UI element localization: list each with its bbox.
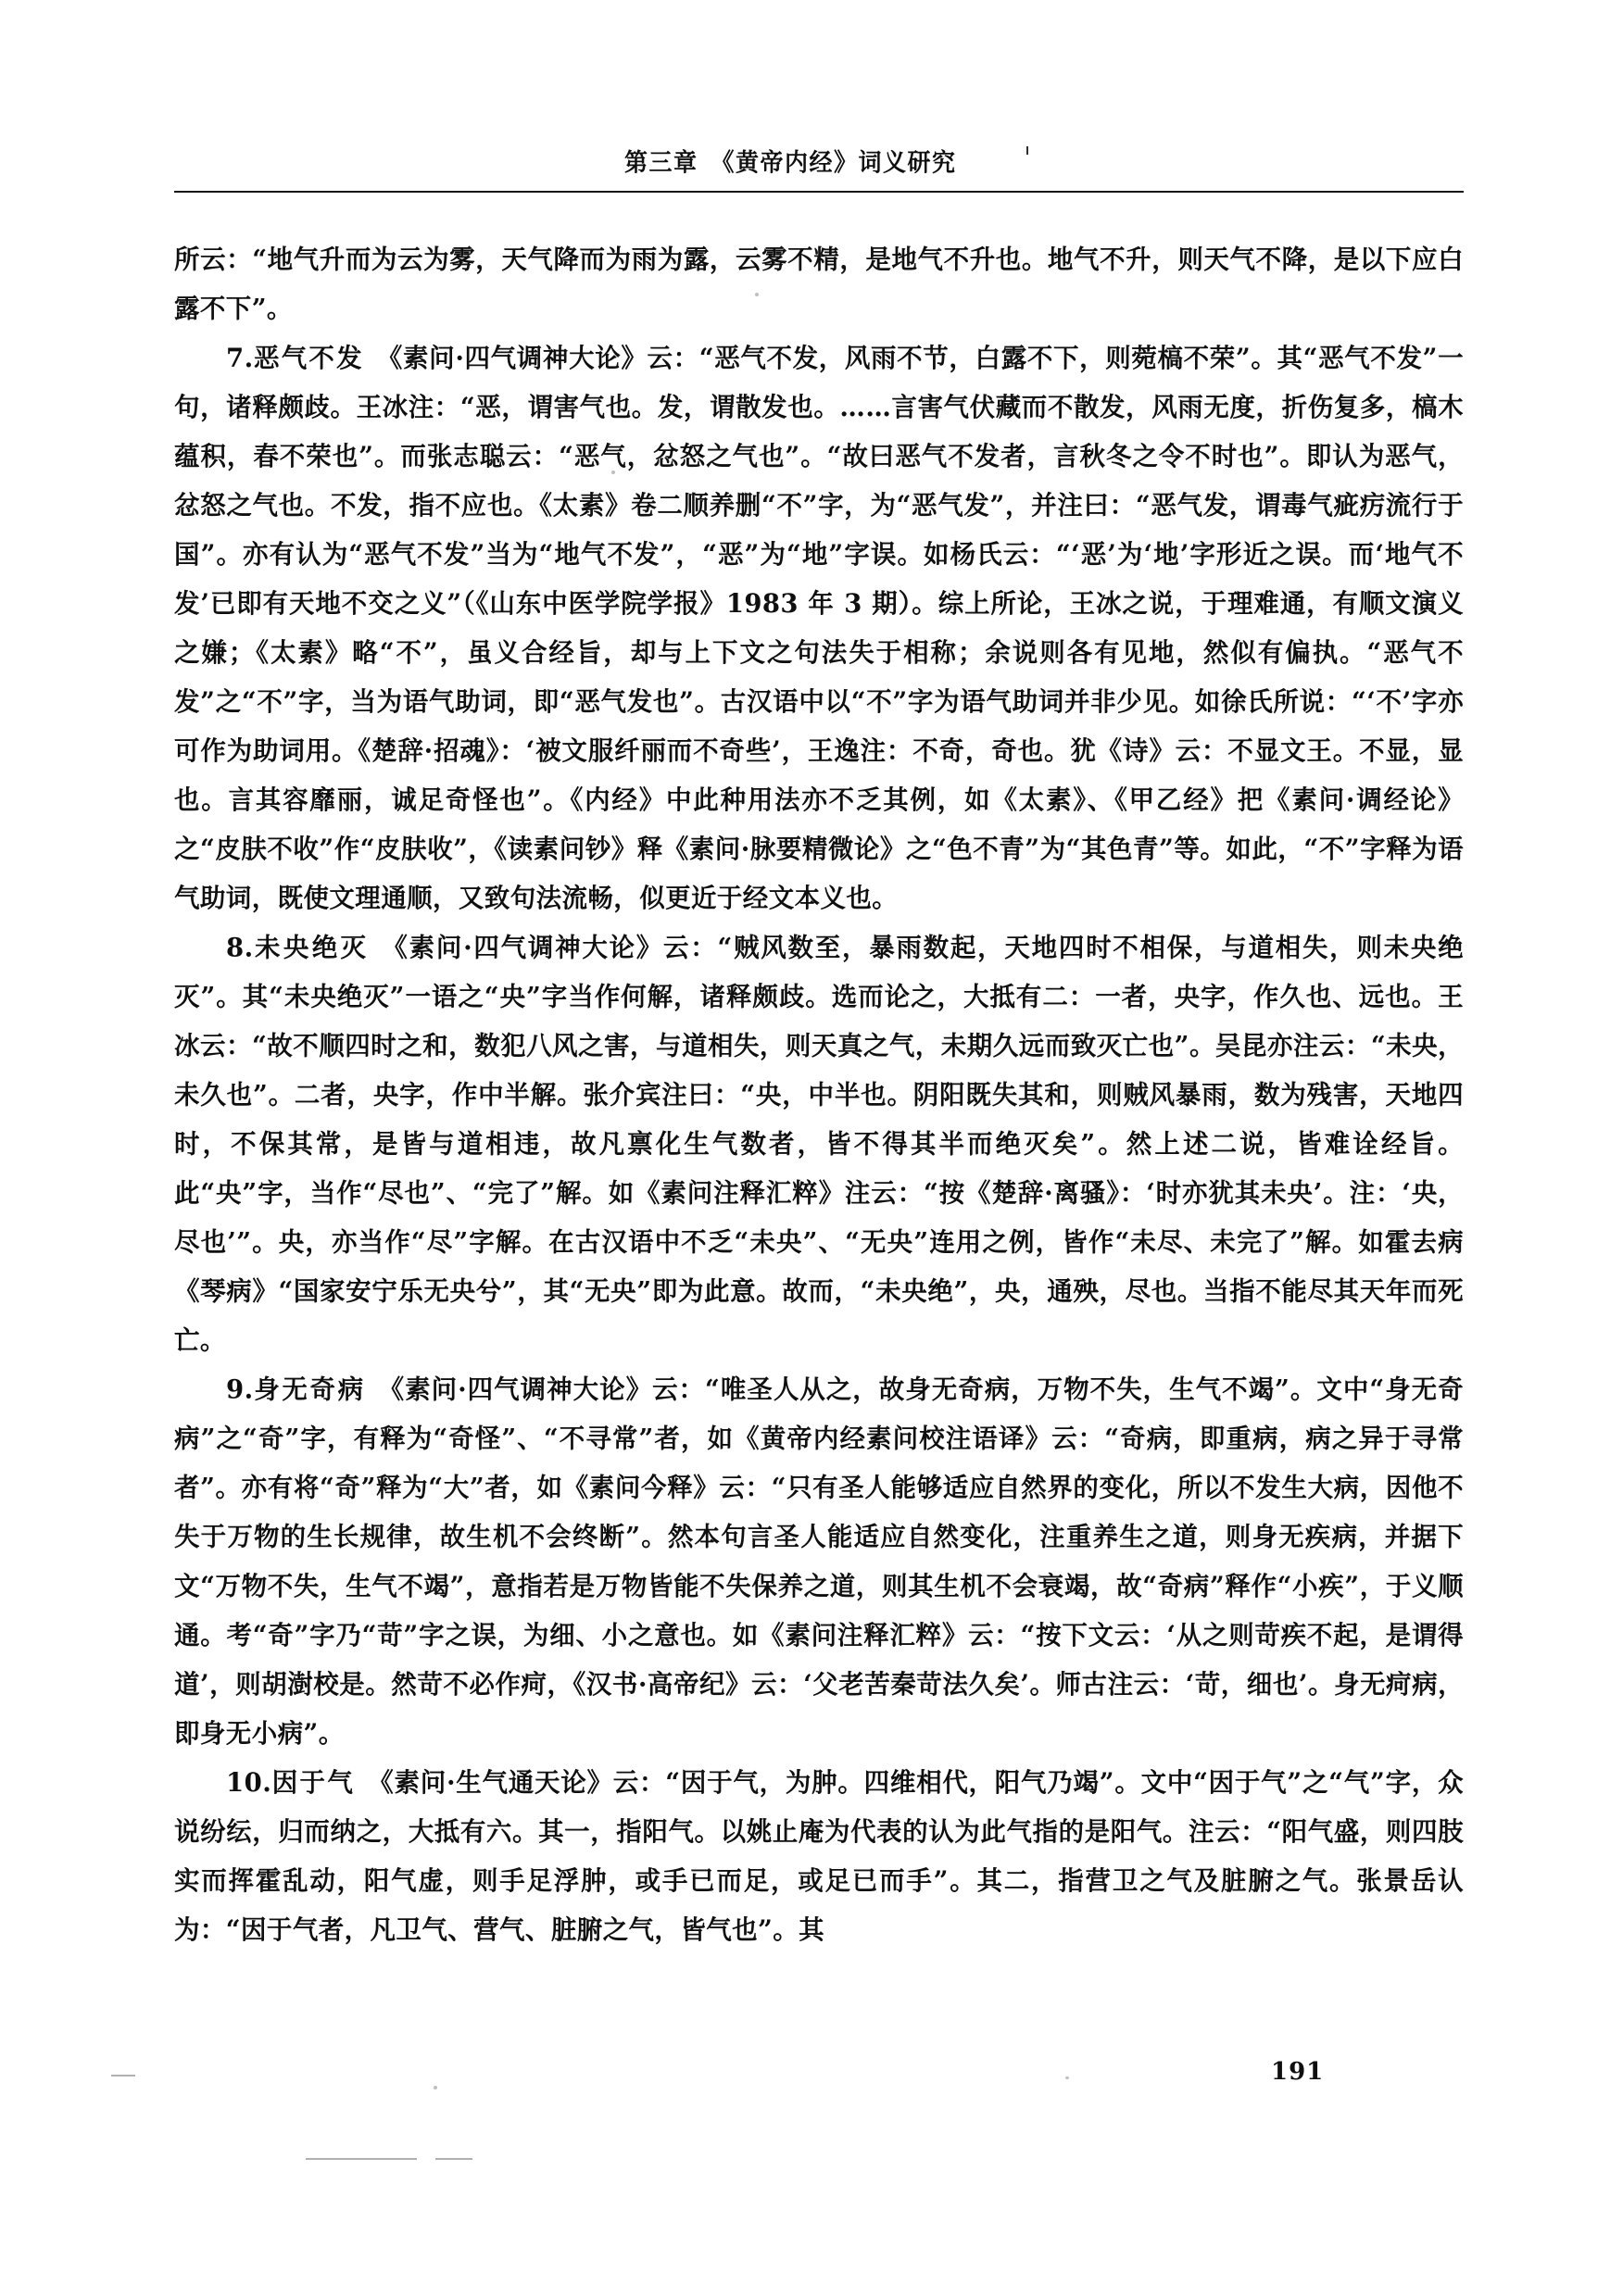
entry-keyword: 恶气不发 — [253, 343, 364, 373]
scan-artifact-speck — [398, 1193, 402, 1197]
entry-8 — [174, 923, 1464, 1365]
scan-artifact-edge-mark — [111, 2075, 135, 2076]
paragraph-continuation — [174, 235, 1464, 333]
scan-artifact-speck — [755, 293, 759, 296]
entry-body: 《素问·四气调神大论》云：“贼风数至，暴雨数起，天地四时不相保，与道相失，则未央绝灭”。其“未央绝灭”一语之“央”字当作何解，诸释颇歧。选而论之，大抵有二：一者，央字，作久也、远也。王冰云：“故不顺四时之和，数犯八风之害，与道相失，则天真之气，未期久远而致灭亡也”。吴昆亦注云：“未央，未久也”。二者，央字，作中半解。张介宾注曰：“央，中半也。阴阳既失其和，则贼风暴雨，数为残害，天地四时，不保其常，是皆与道相违，故凡禀化生气数者，皆不得其半而绝灭矣”。然上述二说，皆难诠经旨。此“央”字，当作“尽也”、“完了”解。如《素问注释汇粹》注云：“按《楚辞·离骚》：‘时亦犹其未央’。注：‘央，尽也’”。央，亦当作“尽”字解。在古汉语中不乏“未央”、“无央”连用之例，皆作“未尽、未完了”解。如霍去病《琴病》“国家安宁乐无央兮”，其“无央”即为此意。故而，“未央绝”，央，通殃，尽也。当指不能尽其天年而死亡。 — [174, 932, 1464, 1356]
entry-keyword: 未央绝灭 — [253, 932, 370, 963]
body-text — [174, 235, 1464, 1954]
entry-number: 7. — [226, 343, 254, 373]
running-head-tick-mark — [1026, 146, 1028, 155]
entry-number: 8. — [226, 932, 254, 963]
running-head — [174, 139, 1464, 193]
entry-9 — [174, 1365, 1464, 1758]
running-head-title: 第三章 《黄帝内经》词义研究 — [624, 148, 957, 177]
entry-number: 9. — [226, 1374, 254, 1405]
header-rule — [174, 191, 1464, 193]
page-content-area — [174, 139, 1464, 1946]
page-number: 191 — [1271, 2058, 1325, 2086]
scan-artifact-speck — [1065, 2076, 1069, 2079]
scan-artifact-dash-2 — [435, 2158, 472, 2160]
entry-7 — [174, 333, 1464, 922]
entry-keyword: 因于气 — [271, 1767, 356, 1799]
entry-body: 《素问·四气调神大论》云：“唯圣人从之，故身无奇病，万物不失，生气不竭”。文中“身无奇病”之“奇”字，有释为“奇怪”、“不寻常”者，如《黄帝内经素问校注语译》云：“奇病，即重病，病之异于寻常者”。亦有将“奇”释为“大”者，如《素问今释》云：“只有圣人能够适应自然界的变化，所以不发生大病，因他不失于万物的生长规律，故生机不会终断”。然本句言圣人能适应自然变化，注重养生之道，则身无疾病，并据下文“万物不失，生气不竭”，意指若是万物皆能不失保养之道，则其生机不会衰竭，故“奇病”释作“小疾”，于义顺通。考“奇”字乃“苛”字之误，为细、小之意也。如《素问注释汇粹》云：“按下文云：‘从之则苛疾不起，是谓得道’，则胡澍校是。然苛不必作疴，《汉书·高帝纪》云：‘父老苦秦苛法久矣’。师古注云：‘苛，细也’。身无疴病，即身无小病”。 — [174, 1374, 1464, 1750]
scan-artifact-speck — [434, 2086, 437, 2089]
scan-artifact-speck — [1038, 1575, 1041, 1578]
paragraph-text: 所云：“地气升而为云为雾，天气降而为雨为露，云雾不精，是地气不升也。地气不升，则天气不降，是以下应白露不下”。 — [174, 245, 1464, 324]
entry-body: 《素问·生气通天论》云：“因于气，为肿。四维相代，阳气乃竭”。文中“因于气”之“气”字，众说纷纭，归而纳之，大抵有六。其一，指阳气。以姚止庵为代表的认为此气指的是阳气。注云：“阳气盛，则四肢实而挥霍乱动，阳气虚，则手足浮肿，或手已而足，或足已而手”。其二，指营卫之气及脏腑之气。张景岳认为：“因于气者，凡卫气、营气、脏腑之气，皆气也”。其 — [174, 1767, 1464, 1946]
entry-keyword: 身无奇病 — [253, 1374, 366, 1405]
scan-artifact-speck — [611, 470, 615, 474]
entry-number: 10. — [226, 1767, 272, 1799]
entry-10 — [174, 1758, 1464, 1954]
entry-body: 《素问·四气调神大论》云：“恶气不发，风雨不节，白露不下，则菀槁不荣”。其“恶气不发”一句，诸释颇歧。王冰注：“恶，谓害气也。发，谓散发也。……言害气伏藏而不散发，风雨无度，折伤复多，槁木蕴积，春不荣也”。而张志聪云：“恶气，忿怒之气也”。“故曰恶气不发者，言秋冬之令不时也”。即认为恶气，忿怒之气也。不发，指不应也。《太素》卷二顺养删“不”字，为“恶气发”，并注曰：“恶气发，谓毒气疵疠流行于国”。亦有认为“恶气不发”当为“地气不发”，“恶”为“地”字误。如杨氏云：“‘恶’为‘地’字形近之误。而‘地气不发’已即有天地不交之义”（《山东中医学院学报》1983 年 3 期）。综上所论，王冰之说，于理难通，有顺文演义之嫌；《太素》略“不”，虽义合经旨，却与上下文之句法失于相称；余说则各有见地，然似有偏执。“恶气不发”之“不”字，当为语气助词，即“恶气发也”。古汉语中以“不”字为语气助词并非少见。如徐氏所说：“‘不’字亦可作为助词用。《楚辞·招魂》：‘被文服纤丽而不奇些’，王逸注：不奇，奇也。犹《诗》云：不显文王。不显，显也。言其容靡丽，诚足奇怪也”。《内经》中此种用法亦不乏其例，如《太素》、《甲乙经》把《素问·调经论》之“皮肤不收”作“皮肤收”，《读素问钞》释《素问·脉要精微论》之“色不青”为“其色青”等。如此，“不”字释为语气助词，既使文理通顺，又致句法流畅，似更近于经文本义也。 — [174, 343, 1464, 914]
scan-artifact-dash — [306, 2158, 417, 2160]
